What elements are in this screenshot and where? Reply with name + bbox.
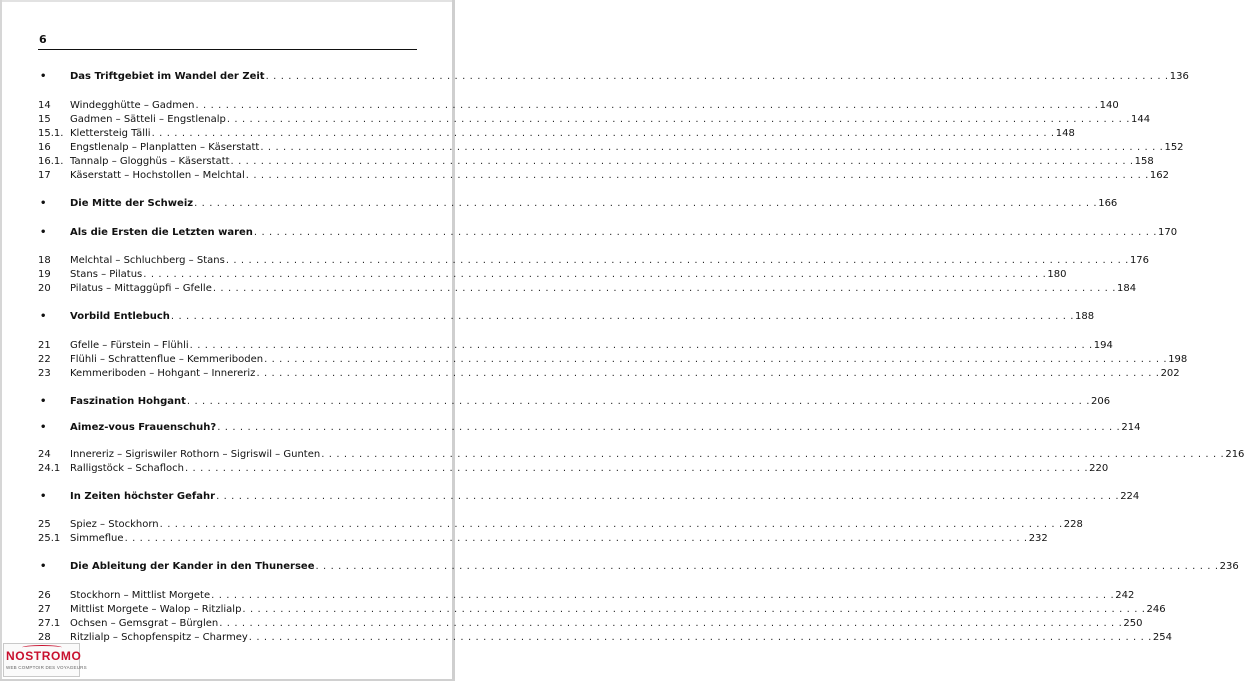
toc-entry: [38, 602, 1166, 616]
page-ref: 188: [1075, 311, 1095, 322]
route-title: Gadmen – Sätteli – Engstlenalp: [70, 114, 226, 125]
page-ref: 198: [1168, 354, 1188, 365]
dot-leader: . . . . . . . . . . . . . . . . . . . . . . . . . . . . . . . . . . . . . . . . . . . . . . . . . . . . . . . . . . . . . . . . . . . . . . . . . . . . . . . . . . . . . . . . . . . . . . . . . . . . . . . . . . . . . . . . . . . . . . . .: [264, 354, 1168, 365]
route-number: 17: [38, 170, 51, 181]
dot-leader: . . . . . . . . . . . . . . . . . . . . . . . . . . . . . . . . . . . . . . . . . . . . . . . . . . . . . . . . . . . . . . . . . . . . . . . . . . . . . . . . . . . . . . . . . . . . . . . . . . . . . . . . . . . . . . . . . . . . . . . .: [315, 561, 1219, 572]
route-number: 20: [38, 283, 51, 294]
bullet-marker: •: [40, 491, 47, 502]
dot-leader: . . . . . . . . . . . . . . . . . . . . . . . . . . . . . . . . . . . . . . . . . . . . . . . . . . . . . . . . . . . . . . . . . . . . . . . . . . . . . . . . . . . . . . . . . . . . . . . . . . . . . . . . . . . . . . . . . . . . . . . .: [212, 283, 1116, 294]
dot-leader: . . . . . . . . . . . . . . . . . . . . . . . . . . . . . . . . . . . . . . . . . . . . . . . . . . . . . . . . . . . . . . . . . . . . . . . . . . . . . . . . . . . . . . . . . . . . . . . . . . . . . . . . . . . . . . . . . . . . . . . .: [185, 463, 1089, 474]
toc-entry: [38, 154, 1154, 168]
page-ref: 254: [1152, 632, 1173, 643]
bullet-marker: •: [40, 198, 47, 209]
route-number: 24.1: [38, 463, 61, 474]
route-title: Flühli – Schrattenflue – Kemmeriboden: [70, 354, 264, 365]
toc-section: [38, 394, 1111, 408]
page-ref: 214: [1121, 422, 1141, 433]
toc-entry: [38, 281, 1137, 295]
dot-leader: . . . . . . . . . . . . . . . . . . . . . . . . . . . . . . . . . . . . . . . . . . . . . . . . . . . . . . . . . . . . . . . . . . . . . . . . . . . . . . . . . . . . . . . . . . . . . . . . . . . . . . . . . . . . . . . . . . . . . . . .: [211, 590, 1115, 601]
toc-entry: [38, 126, 1075, 140]
toc-entry: [38, 267, 1067, 281]
section-title: Das Triftgebiet im Wandel der Zeit: [70, 71, 265, 82]
route-number: 15.1.: [38, 128, 64, 139]
route-number: 16.1.: [38, 156, 64, 167]
dot-leader: . . . . . . . . . . . . . . . . . . . . . . . . . . . . . . . . . . . . . . . . . . . . . . . . . . . . . . . . . . . . . . . . . . . . . . . . . . . . . . . . . . . . . . . . . . . . . . . . . . . . . . . . . . . . . . . . . . . . . . . .: [189, 340, 1093, 351]
dot-leader: . . . . . . . . . . . . . . . . . . . . . . . . . . . . . . . . . . . . . . . . . . . . . . . . . . . . . . . . . . . . . . . . . . . . . . . . . . . . . . . . . . . . . . . . . . . . . . . . . . . . . . . . . . . . . . . . . . . . . . . .: [225, 255, 1129, 266]
page-ref: 148: [1055, 128, 1075, 139]
bullet-marker: •: [40, 561, 47, 572]
toc-entry: [38, 98, 1119, 112]
route-title: Kemmeriboden – Hohgant – Innereriz: [70, 368, 256, 379]
dot-leader: . . . . . . . . . . . . . . . . . . . . . . . . . . . . . . . . . . . . . . . . . . . . . . . . . . . . . . . . . . . . . . . . . . . . . . . . . . . . . . . . . . . . . . . . . . . . . . . . . . . . . . . . . . . . . . . . . . . . . . . .: [253, 227, 1158, 238]
toc-section: [38, 309, 1095, 323]
page-ref: 236: [1219, 561, 1239, 572]
nostromo-watermark-logo: [3, 643, 87, 677]
route-title: Engstlenalp – Planplatten – Käserstatt: [70, 142, 260, 153]
route-title: Ralligstöck – Schafloch: [70, 463, 184, 474]
route-number: 21: [38, 340, 51, 351]
page-ref: 202: [1160, 368, 1180, 379]
route-number: 19: [38, 269, 51, 280]
route-title: Spiez – Stockhorn: [70, 519, 159, 530]
toc-entry: [38, 338, 1113, 352]
route-number: 26: [38, 590, 51, 601]
route-number: 22: [38, 354, 51, 365]
route-title: Käserstatt – Hochstollen – Melchtal: [70, 170, 245, 181]
route-number: 23: [38, 368, 51, 379]
route-title: Klettersteig Tälli: [70, 128, 151, 139]
dot-leader: . . . . . . . . . . . . . . . . . . . . . . . . . . . . . . . . . . . . . . . . . . . . . . . . . . . . . . . . . . . . . . . . . . . . . . . . . . . . . . . . . . . . . . . . . . . . . . . . . . . . . . . . . . . . . . . . . . . . . . . .: [217, 422, 1121, 433]
dot-leader: . . . . . . . . . . . . . . . . . . . . . . . . . . . . . . . . . . . . . . . . . . . . . . . . . . . . . . . . . . . . . . . . . . . . . . . . . . . . . . . . . . . . . . . . . . . . . . . . . . . . . . . . . . . . . . . . . . . . . . . .: [219, 618, 1123, 629]
dot-leader: . . . . . . . . . . . . . . . . . . . . . . . . . . . . . . . . . . . . . . . . . . . . . . . . . . . . . . . . . . . . . . . . . . . . . . . . . . . . . . . . . . . . . . . . . . . . . . . . . . . . . . . . . . . . . . . . . . . . . . . .: [124, 533, 1028, 544]
page-ref: 176: [1129, 255, 1150, 266]
section-title: Aimez-vous Frauenschuh?: [70, 422, 217, 433]
section-title: Die Ableitung der Kander in den Thunersee: [70, 561, 315, 572]
page-ref: 144: [1130, 114, 1151, 125]
dot-leader: . . . . . . . . . . . . . . . . . . . . . . . . . . . . . . . . . . . . . . . . . . . . . . . . . . . . . . . . . . . . . . . . . . . . . . . . . . . . . . . . . . . . . . . . . . . . . . . . . . . . . . . . . . . . . . . . . . . . . . . .: [242, 604, 1146, 615]
toc-entry: [38, 517, 1083, 531]
route-title: Windegghütte – Gadmen: [70, 100, 195, 111]
page-ref: 184: [1117, 283, 1137, 294]
route-title: Ochsen – Gemsgrat – Bürglen: [70, 618, 219, 629]
toc-section: [38, 489, 1140, 503]
route-number: 24: [38, 449, 51, 460]
section-title: Die Mitte der Schweiz: [70, 198, 194, 209]
page-frame-top: [0, 0, 455, 2]
toc-section: [38, 196, 1118, 210]
route-number: 25.1: [38, 533, 61, 544]
bullet-marker: •: [40, 422, 47, 433]
route-title: Tannalp – Glogghüs – Käserstatt: [70, 156, 230, 167]
dot-leader: . . . . . . . . . . . . . . . . . . . . . . . . . . . . . . . . . . . . . . . . . . . . . . . . . . . . . . . . . . . . . . . . . . . . . . . . . . . . . . . . . . . . . . . . . . . . . . . . . . . . . . . . . . . . . . . . . . . . . . . .: [260, 142, 1164, 153]
toc-entry: [38, 352, 1188, 366]
toc-entry: [38, 588, 1135, 602]
section-title: Faszination Hohgant: [70, 396, 186, 407]
route-title: Gfelle – Fürstein – Flühli: [70, 340, 189, 351]
route-number: 27: [38, 604, 51, 615]
toc-section: [38, 69, 1189, 83]
bullet-marker: •: [40, 227, 47, 238]
dot-leader: . . . . . . . . . . . . . . . . . . . . . . . . . . . . . . . . . . . . . . . . . . . . . . . . . . . . . . . . . . . . . . . . . . . . . . . . . . . . . . . . . . . . . . . . . . . . . . . . . . . . . . . . . . . . . . . . . . . . . . . .: [194, 198, 1098, 209]
toc-section: [38, 225, 1178, 239]
page-ref: 228: [1063, 519, 1083, 530]
dot-leader: . . . . . . . . . . . . . . . . . . . . . . . . . . . . . . . . . . . . . . . . . . . . . . . . . . . . . . . . . . . . . . . . . . . . . . . . . . . . . . . . . . . . . . . . . . . . . . . . . . . . . . . . . . . . . . . . . . . . . . . .: [170, 311, 1075, 322]
route-title: Ritzlialp – Schopfenspitz – Charmey: [70, 632, 248, 643]
route-number: 15: [38, 114, 51, 125]
dot-leader: . . . . . . . . . . . . . . . . . . . . . . . . . . . . . . . . . . . . . . . . . . . . . . . . . . . . . . . . . . . . . . . . . . . . . . . . . . . . . . . . . . . . . . . . . . . . . . . . . . . . . . . . . . . . . . . . . . . . . . . .: [143, 269, 1047, 280]
page-ref: 242: [1115, 590, 1135, 601]
toc-entry: [38, 630, 1173, 644]
toc-entry: [38, 168, 1170, 182]
bullet-marker: •: [40, 396, 47, 407]
dot-leader: . . . . . . . . . . . . . . . . . . . . . . . . . . . . . . . . . . . . . . . . . . . . . . . . . . . . . . . . . . . . . . . . . . . . . . . . . . . . . . . . . . . . . . . . . . . . . . . . . . . . . . . . . . . . . . . . . . . . . . . .: [151, 128, 1055, 139]
route-title: Simmeflue: [70, 533, 124, 544]
dot-leader: . . . . . . . . . . . . . . . . . . . . . . . . . . . . . . . . . . . . . . . . . . . . . . . . . . . . . . . . . . . . . . . . . . . . . . . . . . . . . . . . . . . . . . . . . . . . . . . . . . . . . . . . . . . . . . . . . . . . . . . .: [245, 170, 1149, 181]
toc-section: [38, 420, 1141, 434]
page-ref: 136: [1169, 71, 1189, 82]
dot-leader: . . . . . . . . . . . . . . . . . . . . . . . . . . . . . . . . . . . . . . . . . . . . . . . . . . . . . . . . . . . . . . . . . . . . . . . . . . . . . . . . . . . . . . . . . . . . . . . . . . . . . . . . . . . . . . . . . . . . . . . .: [159, 519, 1063, 530]
page-frame-left: [0, 0, 2, 681]
dot-leader: . . . . . . . . . . . . . . . . . . . . . . . . . . . . . . . . . . . . . . . . . . . . . . . . . . . . . . . . . . . . . . . . . . . . . . . . . . . . . . . . . . . . . . . . . . . . . . . . . . . . . . . . . . . . . . . . . . . . . . . .: [321, 449, 1225, 460]
route-title: Stans – Pilatus: [70, 269, 143, 280]
page-ref: 158: [1134, 156, 1154, 167]
route-number: 25: [38, 519, 51, 530]
dot-leader: . . . . . . . . . . . . . . . . . . . . . . . . . . . . . . . . . . . . . . . . . . . . . . . . . . . . . . . . . . . . . . . . . . . . . . . . . . . . . . . . . . . . . . . . . . . . . . . . . . . . . . . . . . . . . . . . . . . . . . . .: [265, 71, 1169, 82]
dot-leader: . . . . . . . . . . . . . . . . . . . . . . . . . . . . . . . . . . . . . . . . . . . . . . . . . . . . . . . . . . . . . . . . . . . . . . . . . . . . . . . . . . . . . . . . . . . . . . . . . . . . . . . . . . . . . . . . . . . . . . . .: [195, 100, 1099, 111]
route-number: 14: [38, 100, 51, 111]
section-title: Als die Ersten die Letzten waren: [70, 227, 253, 238]
page-ref: 246: [1146, 604, 1166, 615]
route-number: 18: [38, 255, 51, 266]
toc-entry: [38, 112, 1151, 126]
page-ref: 170: [1158, 227, 1178, 238]
dot-leader: . . . . . . . . . . . . . . . . . . . . . . . . . . . . . . . . . . . . . . . . . . . . . . . . . . . . . . . . . . . . . . . . . . . . . . . . . . . . . . . . . . . . . . . . . . . . . . . . . . . . . . . . . . . . . . . . . . . . . . . .: [186, 396, 1091, 407]
dot-leader: . . . . . . . . . . . . . . . . . . . . . . . . . . . . . . . . . . . . . . . . . . . . . . . . . . . . . . . . . . . . . . . . . . . . . . . . . . . . . . . . . . . . . . . . . . . . . . . . . . . . . . . . . . . . . . . . . . . . . . . .: [216, 491, 1120, 502]
dot-leader: . . . . . . . . . . . . . . . . . . . . . . . . . . . . . . . . . . . . . . . . . . . . . . . . . . . . . . . . . . . . . . . . . . . . . . . . . . . . . . . . . . . . . . . . . . . . . . . . . . . . . . . . . . . . . . . . . . . . . . . .: [248, 632, 1152, 643]
route-title: Melchtal – Schluchberg – Stans: [70, 255, 225, 266]
page-ref: 216: [1225, 449, 1244, 460]
route-number: 28: [38, 632, 51, 643]
page-ref: 140: [1099, 100, 1119, 111]
page-ref: 232: [1028, 533, 1048, 544]
route-number: 27.1: [38, 618, 61, 629]
bullet-marker: •: [40, 311, 47, 322]
dot-leader: . . . . . . . . . . . . . . . . . . . . . . . . . . . . . . . . . . . . . . . . . . . . . . . . . . . . . . . . . . . . . . . . . . . . . . . . . . . . . . . . . . . . . . . . . . . . . . . . . . . . . . . . . . . . . . . . . . . . . . . .: [226, 114, 1130, 125]
bullet-marker: •: [40, 71, 47, 82]
header-rule: [38, 49, 417, 50]
page-ref: 162: [1149, 170, 1170, 181]
route-title: Innereriz – Sigriswiler Rothorn – Sigriswil – Gunten: [70, 449, 321, 460]
route-title: Mittlist Morgete – Walop – Ritzlialp: [70, 604, 242, 615]
section-title: Vorbild Entlebuch: [70, 311, 170, 322]
page-ref: 250: [1123, 618, 1143, 629]
toc-entry: [38, 447, 1244, 461]
toc-section: [38, 559, 1239, 573]
toc-entry: [38, 531, 1048, 545]
logo-brand: NOSTROMO: [6, 649, 82, 663]
route-title: Stockhorn – Mittlist Morgete: [70, 590, 211, 601]
page-number: 6: [39, 33, 47, 46]
route-title: Pilatus – Mittaggüpfi – Gfelle: [70, 283, 212, 294]
page-ref: 152: [1164, 142, 1184, 153]
page-ref: 194: [1093, 340, 1113, 351]
toc-entry: [38, 461, 1109, 475]
logo-tagline: WEB COMPTOIR DES VOYAGEURS: [6, 665, 87, 670]
page-ref: 206: [1091, 396, 1111, 407]
page-ref: 220: [1089, 463, 1109, 474]
toc-entry: [38, 366, 1180, 380]
dot-leader: . . . . . . . . . . . . . . . . . . . . . . . . . . . . . . . . . . . . . . . . . . . . . . . . . . . . . . . . . . . . . . . . . . . . . . . . . . . . . . . . . . . . . . . . . . . . . . . . . . . . . . . . . . . . . . . . . . . . . . . .: [230, 156, 1134, 167]
page-ref: 180: [1047, 269, 1067, 280]
toc-entry: [38, 616, 1143, 630]
route-number: 16: [38, 142, 51, 153]
toc-entry: [38, 253, 1150, 267]
toc-entry: [38, 140, 1184, 154]
section-title: In Zeiten höchster Gefahr: [70, 491, 216, 502]
page-ref: 224: [1120, 491, 1140, 502]
page-ref: 166: [1098, 198, 1118, 209]
dot-leader: . . . . . . . . . . . . . . . . . . . . . . . . . . . . . . . . . . . . . . . . . . . . . . . . . . . . . . . . . . . . . . . . . . . . . . . . . . . . . . . . . . . . . . . . . . . . . . . . . . . . . . . . . . . . . . . . . . . . . . . .: [256, 368, 1160, 379]
